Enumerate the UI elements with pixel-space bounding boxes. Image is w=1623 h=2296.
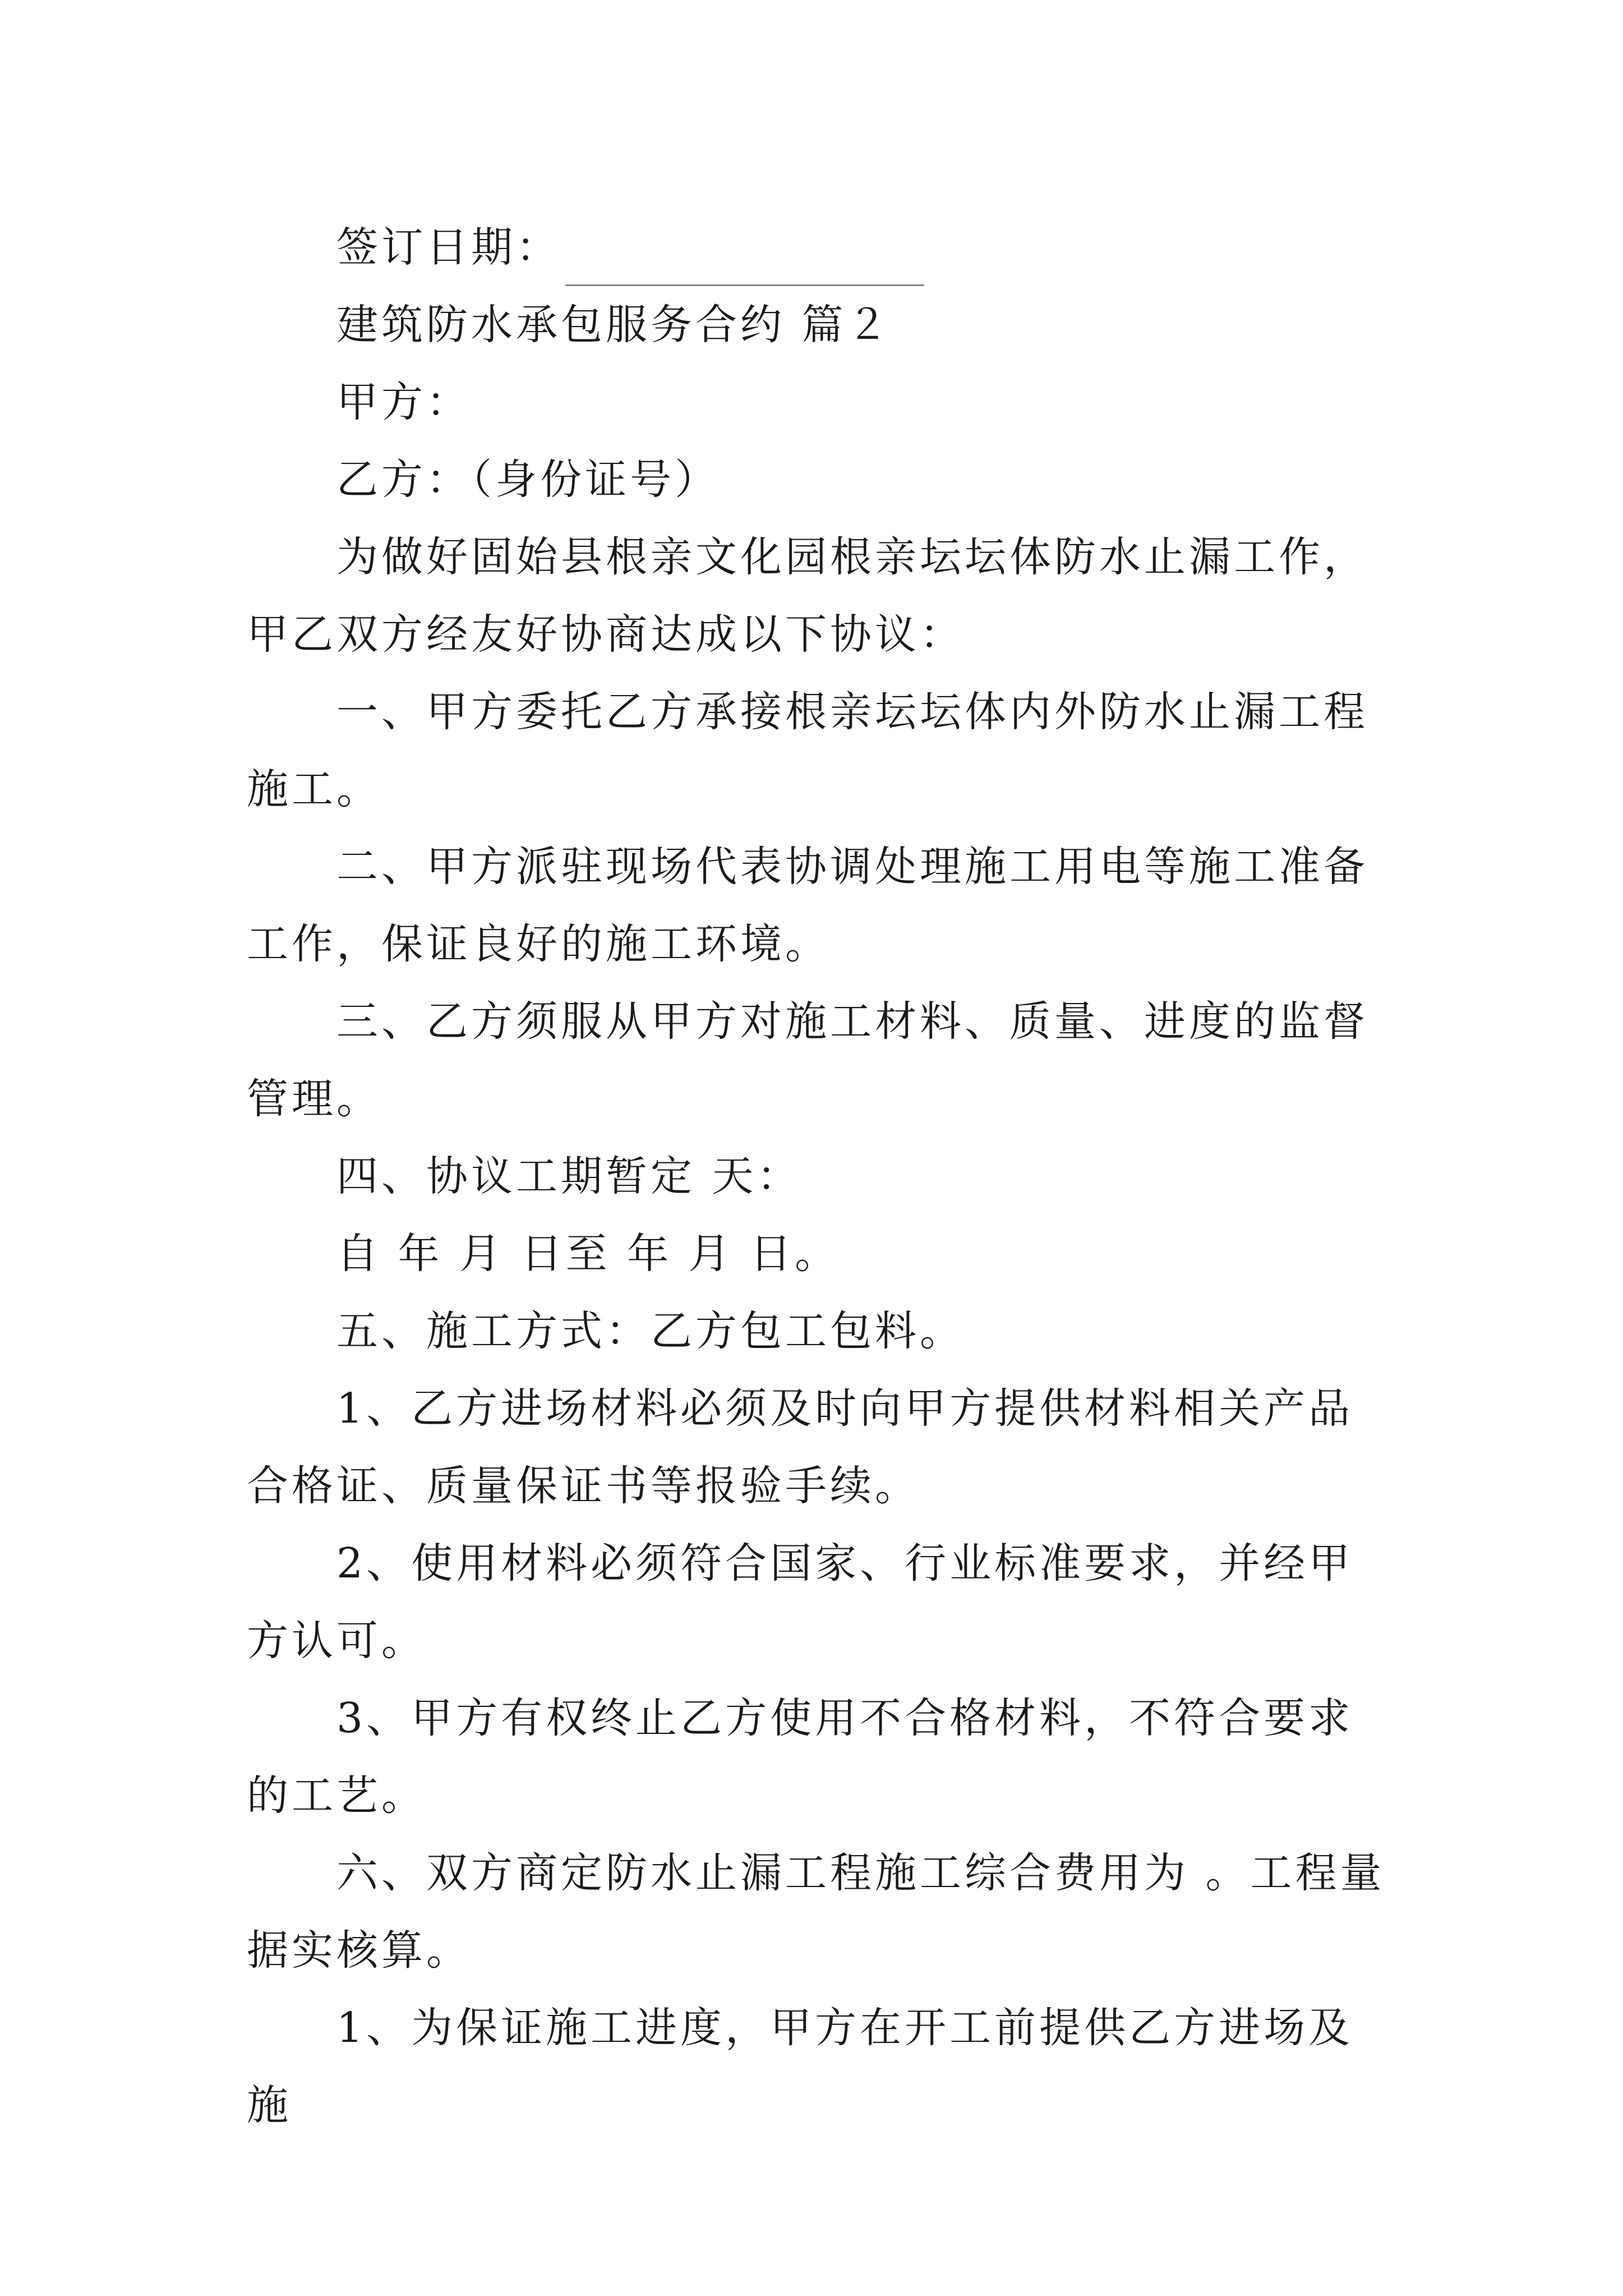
clause-1: 一、甲方委托乙方承接根亲坛坛体内外防水止漏工程施工。: [247, 688, 1368, 813]
party-b: 乙方：（身份证号）: [336, 455, 720, 504]
sign-date-label: 签订日期：: [336, 223, 561, 272]
clause-5: 五、施工方式：乙方包工包料。: [336, 1307, 965, 1355]
clause-2: 二、甲方派驻现场代表协调处理施工用电等施工准备工作，保证良好的施工环境。: [247, 843, 1368, 968]
clause-5-1: 1、乙方进场材料必须及时向甲方提供材料相关产品合格证、质量保证书等报验手续。: [247, 1384, 1354, 1510]
sign-date-line: [247, 209, 1391, 286]
clause-4: 四、协议工期暂定 天：: [336, 1152, 802, 1200]
intro-paragraph: 为做好固始县根亲文化园根亲坛坛体防水止漏工作，甲乙双方经友好协商达成以下协议：: [247, 533, 1368, 659]
clause-6-1: 1、为保证施工进度，甲方在开工前提供乙方进场及施: [247, 2004, 1354, 2129]
document-title: 建筑防水承包服务合约 篇２: [336, 301, 892, 349]
clause-5-2: 2、使用材料必须符合国家、行业标准要求，并经甲方认可。: [247, 1539, 1354, 1665]
clause-3: 三、乙方须服从甲方对施工材料、质量、进度的监督管理。: [247, 997, 1368, 1123]
document-body: [247, 209, 1391, 2144]
clause-6: 六、双方商定防水止漏工程施工综合费用为 。工程量据实核算。: [247, 1849, 1385, 1975]
clause-4-dates: 自 年 月 日至 年 月 日。: [336, 1230, 840, 1278]
clause-5-3: 3、甲方有权终止乙方使用不合格材料，不符合要求的工艺。: [247, 1694, 1354, 1820]
party-a: 甲方：: [336, 378, 471, 426]
sign-date-blank: [565, 245, 924, 286]
